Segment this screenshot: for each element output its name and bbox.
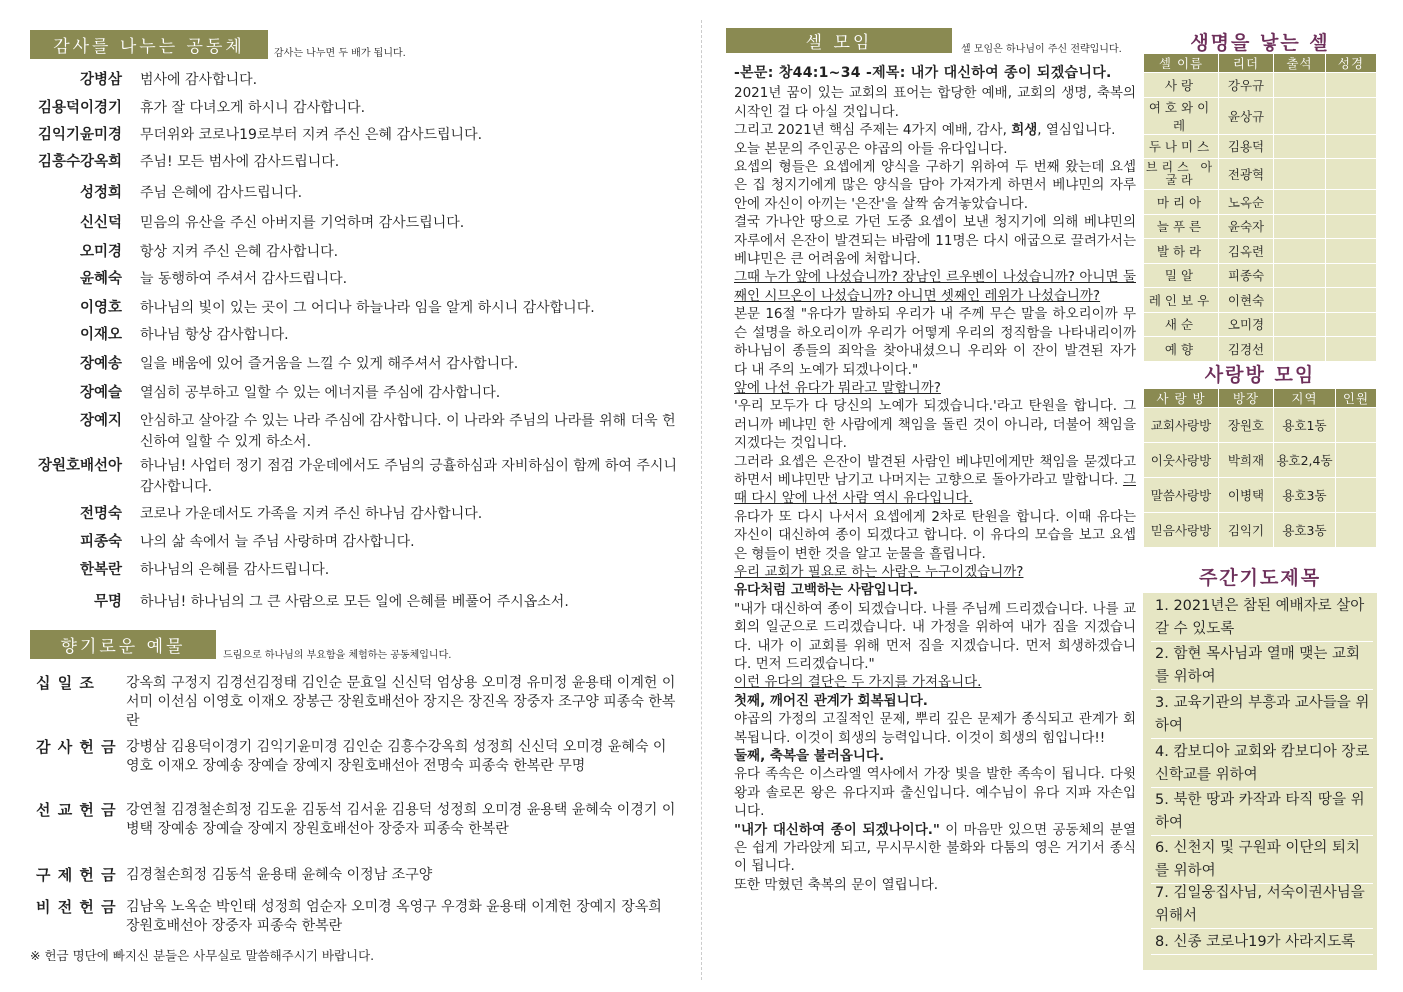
- prayer-item: 5. 북한 땅과 카작과 타직 땅을 위하여: [1151, 789, 1373, 836]
- cell-attendance: [1274, 263, 1326, 288]
- offering-names: 강병삼 김용덕이경기 김익기윤미경 김인순 김흥수강옥희 성정희 신신덕 오미경 윤혜숙 이영호 이재오 장예송 장예슬 장예지 장원호배선아 전명숙 피종숙 한복란 무명: [126, 739, 667, 774]
- room-count: [1336, 513, 1377, 548]
- rooms-title: 사랑방 모임: [1204, 364, 1316, 386]
- rooms-header-count: 인원: [1336, 389, 1377, 408]
- rooms-header-leader: 방장: [1219, 389, 1274, 408]
- thanks-row: [30, 98, 680, 119]
- thanks-name: 한복란: [79, 562, 122, 578]
- sermon-question: 앞에 나선 유다가 뭐라고 말합니까?: [734, 379, 941, 396]
- prayer-list: [1143, 593, 1377, 970]
- thanks-name: 강병삼: [79, 72, 122, 88]
- cell-name: 두나미스: [1144, 134, 1219, 159]
- offering-label: 선 교 헌 금: [36, 801, 117, 819]
- room-area: 용호1동: [1274, 408, 1336, 443]
- sermon-paragraph: '우리 모두가 다 당신의 노예가 되겠습니다.'라고 탄원을 합니다. 그러니까 베냐민 한 사람에게 책임을 돌린 것이 아니라, 더불어 책임을 지겠다는 것입니다.: [734, 398, 1136, 452]
- cells-header-attendance: 출석: [1274, 54, 1326, 73]
- sermon-text-run: , 열심입니다.: [1037, 122, 1116, 139]
- sermon-paragraph: 본문 16절 "유다가 말하되 우리가 내 주께 무슨 말을 하오리이까 무슨 설명을 하오리이까 우리가 어떻게 우리의 정직함을 나타내리이까 하나님이 종들의 죄악을 찾아내셨으니 우리와 이 잔이 발견된 자가 다 내 주의 노예가 되겠나이다.": [734, 306, 1136, 378]
- cell-bible: [1326, 190, 1377, 215]
- sermon-paragraph: [734, 121, 1136, 139]
- thanks-message: 항상 지켜 주신 은혜 감사합니다.: [140, 244, 339, 260]
- thanks-message: 하나님! 사업터 정기 점검 가운데에서도 주님의 긍휼하심과 자비하심이 함께 하여 주시니 감사합니다.: [140, 458, 677, 495]
- cell-attendance: [1274, 239, 1326, 264]
- cell-attendance: [1274, 73, 1326, 98]
- cells-table: [1143, 53, 1377, 362]
- cell-attendance: [1274, 312, 1326, 337]
- cell-name: 브리스 아굴라: [1144, 159, 1219, 190]
- sermon-text: [734, 64, 1136, 894]
- rooms-table: [1143, 388, 1377, 548]
- thanks-name: 성정희: [79, 185, 122, 201]
- thanks-message: 나의 삶 속에서 늘 주님 사랑하며 감사합니다.: [140, 534, 415, 550]
- offering-names: 김경철손희정 김동석 윤용태 윤혜숙 이정남 조구양: [126, 867, 433, 883]
- thanks-row: [30, 560, 680, 581]
- thanks-message: 범사에 감사합니다.: [140, 72, 258, 88]
- room-leader: 장원호: [1219, 408, 1274, 443]
- offering-names: 강옥희 구정지 김경선김정태 김인순 문효일 신신덕 엄상용 오미경 유미정 윤용태 이계헌 이서미 이선심 이영호 이재오 장봉근 장원호배선아 장지은 장진옥 장중자 조구양 피종숙 한복란: [126, 675, 676, 729]
- page-divider: [701, 20, 702, 980]
- thanks-row: [30, 532, 680, 553]
- rooms-header-area: 지역: [1274, 389, 1336, 408]
- thanks-title: 감사를 나누는 공동체: [30, 30, 268, 59]
- cells-row: [1144, 263, 1377, 288]
- thanks-name: 김용덕이경기: [37, 100, 122, 116]
- prayer-item: 3. 교육기관의 부흥과 교사들을 위하여: [1151, 692, 1373, 739]
- sermon-question: 그때 누가 앞에 나섰습니까? 장남인 르우벤이 나섰습니까? 아니면 둘째인 시므온이 나섰습니까? 아니면 셋째인 레위가 나섰습니까?: [734, 269, 1136, 304]
- cell-bible: [1326, 214, 1377, 239]
- cell-leader: 강우규: [1219, 73, 1274, 98]
- prayer-item: 1. 2021년은 참된 예배자로 살아갈 수 있도록: [1151, 595, 1373, 642]
- offering-title: 향기로운 예물: [30, 630, 216, 659]
- cell-name: 사랑: [1144, 73, 1219, 98]
- thanks-message: 하나님 항상 감사합니다.: [140, 327, 289, 343]
- offering-subtitle: 드림으로 하나님의 부요함을 체험하는 공동체입니다.: [223, 650, 452, 661]
- cells-row: [1144, 190, 1377, 215]
- thanks-name: 신신덕: [79, 215, 122, 231]
- cell-bible: [1326, 239, 1377, 264]
- sermon-question: 우리 교회가 필요로 하는 사람은 누구이겠습니까?: [734, 563, 1024, 580]
- room-name: 교회사랑방: [1144, 408, 1219, 443]
- cell-title: 셀 모임: [726, 28, 952, 53]
- thanks-row: [30, 152, 680, 173]
- room-count: [1336, 408, 1377, 443]
- thanks-name: 이영호: [79, 300, 122, 316]
- cell-bible: [1326, 134, 1377, 159]
- offering-label: 구 제 헌 금: [36, 866, 117, 884]
- thanks-message: 주님! 모든 범사에 감사드립니다.: [140, 154, 340, 170]
- rooms-row: [1144, 513, 1377, 548]
- room-count: [1336, 478, 1377, 513]
- cells-row: [1144, 134, 1377, 159]
- cell-attendance: [1274, 134, 1326, 159]
- thanks-message: 일을 배움에 있어 즐거움을 느낄 수 있게 해주셔서 감사합니다.: [140, 356, 519, 372]
- offering-label: 감 사 헌 금: [36, 738, 117, 756]
- thanks-name: 피종숙: [79, 534, 122, 550]
- thanks-row: [30, 456, 680, 498]
- cell-attendance: [1274, 159, 1326, 190]
- cell-bible: [1326, 263, 1377, 288]
- thanks-message: 하나님의 빛이 있는 곳이 그 어디나 하늘나라 임을 알게 하시니 감사합니다.: [140, 300, 595, 316]
- thanks-message: 코로나 가운데서도 가족을 지켜 주신 하나님 감사합니다.: [140, 506, 483, 522]
- thanks-message: 믿음의 유산을 주신 아버지를 기억하며 감사드립니다.: [140, 215, 465, 231]
- thanks-row: [30, 213, 680, 234]
- cell-attendance: [1274, 337, 1326, 362]
- cell-bible: [1326, 159, 1377, 190]
- cell-leader: 전광혁: [1219, 159, 1274, 190]
- cell-leader: 윤상규: [1219, 97, 1274, 134]
- sermon-paragraph: 유다 족속은 이스라엘 역사에서 가장 빛을 발한 족속이 됩니다. 다윗 왕과 솔로몬 왕은 유다지파 출신입니다. 예수님이 유다 지파 자손입니다.: [734, 766, 1136, 820]
- cell-name: 새순: [1144, 312, 1219, 337]
- thanks-message: 안심하고 살아갈 수 있는 나라 주심에 감사합니다. 이 나라와 주님의 나라를 위해 더욱 헌신하여 일할 수 있게 하소서.: [140, 413, 676, 450]
- cells-header-leader: 리더: [1219, 54, 1274, 73]
- cells-title: 생명을 낳는 셀: [1190, 32, 1330, 54]
- thanks-row: [30, 411, 680, 453]
- cell-attendance: [1274, 97, 1326, 134]
- cell-name: 밀알: [1144, 263, 1219, 288]
- thanks-name: 무명: [93, 594, 122, 610]
- cells-row: [1144, 312, 1377, 337]
- thanks-message: 휴가 잘 다녀오게 하시니 감사합니다.: [140, 100, 366, 116]
- thanks-name: 김흥수강옥희: [37, 154, 122, 170]
- sermon-emphasis: "내가 대신하여 종이 되겠나이다.": [734, 821, 940, 838]
- thanks-subtitle: 감사는 나누면 두 배가 됩니다.: [274, 48, 406, 59]
- thanks-message: 무더위와 코로나19로부터 지켜 주신 은혜 감사드립니다.: [140, 127, 483, 143]
- sermon-subheading: 유다처럼 고백하는 사람입니다.: [734, 582, 919, 599]
- rooms-row: [1144, 408, 1377, 443]
- thanks-name: 전명숙: [79, 506, 122, 522]
- thanks-name: 장예지: [79, 413, 122, 429]
- sermon-paragraph: [734, 821, 1136, 876]
- offering-names: 강연철 김경철손희정 김도윤 김동석 김서윤 김용덕 성정희 오미경 윤용택 윤혜숙 이경기 이병택 장예송 장예슬 장예지 장원호배선아 장중자 피종숙 한복란: [126, 802, 676, 837]
- cell-attendance: [1274, 214, 1326, 239]
- sermon-paragraph: 오늘 본문의 주인공은 야곱의 아들 유다입니다.: [734, 140, 1008, 157]
- room-count: [1336, 443, 1377, 478]
- cells-row: [1144, 239, 1377, 264]
- cells-row: [1144, 159, 1377, 190]
- sermon-emphasis: 희생: [1011, 122, 1038, 139]
- cell-attendance: [1274, 288, 1326, 313]
- sermon-text-run: 그러라 요셉은 은잔이 발견된 사람인 베냐민에게만 책임을 묻겠다고 하면서 베냐민만 남기고 나머지는 고향으로 돌아가라고 말합니다.: [734, 453, 1136, 488]
- cell-bible: [1326, 288, 1377, 313]
- cell-bible: [1326, 97, 1377, 134]
- thanks-name: 장예송: [79, 356, 122, 372]
- cell-leader: 피종숙: [1219, 263, 1274, 288]
- cell-leader: 노옥순: [1219, 190, 1274, 215]
- room-area: 용호3동: [1274, 478, 1336, 513]
- prayer-item: 7. 김일웅집사님, 서숙이권사님을 위해서: [1151, 882, 1373, 929]
- sermon-heading: -본문: 창44:1~34 -제목: 내가 대신하여 종이 되겠습니다.: [734, 65, 1112, 81]
- thanks-row: [30, 269, 680, 290]
- offering-label: 십 일 조: [36, 674, 95, 692]
- cell-leader: 김옥련: [1219, 239, 1274, 264]
- offering-row: [36, 898, 676, 936]
- thanks-message: 열심히 공부하고 일할 수 있는 에너지를 주심에 감사합니다.: [140, 385, 501, 401]
- cell-name: 늘푸른: [1144, 214, 1219, 239]
- thanks-message: 하나님! 하나님의 그 큰 사람으로 모든 일에 은혜를 베풀어 주시옵소서.: [140, 594, 569, 610]
- thanks-row: [30, 242, 680, 263]
- thanks-row: [30, 504, 680, 525]
- cells-header-bible: 성경: [1326, 54, 1377, 73]
- sermon-underline: 그때 다시 앞에 나선 사람 역시 유다입니다.: [734, 471, 1136, 507]
- cells-row: [1144, 214, 1377, 239]
- offering-row: [36, 801, 676, 839]
- sermon-subheading: 둘째, 축복을 불러옵니다.: [734, 748, 885, 765]
- thanks-name: 오미경: [79, 244, 122, 260]
- cell-leader: 오미경: [1219, 312, 1274, 337]
- rooms-header-name: 사 랑 방: [1144, 389, 1219, 408]
- sermon-paragraph: 유다가 또 다시 나서서 요셉에게 2차로 탄원을 합니다. 이때 유다는 자신이 대신하여 종이 되겠다고 합니다. 이 유다의 모습을 보고 요셉은 형들이 변한 것을 알고 눈물을 흘립니다.: [734, 508, 1136, 562]
- cell-leader: 이현숙: [1219, 288, 1274, 313]
- cell-bible: [1326, 73, 1377, 98]
- thanks-row: [30, 592, 680, 613]
- room-leader: 박희재: [1219, 443, 1274, 478]
- offering-row: [36, 738, 676, 776]
- cells-row: [1144, 288, 1377, 313]
- prayer-title: 주간기도제목: [1198, 567, 1322, 589]
- offering-row: [36, 674, 676, 731]
- cell-name: 마리아: [1144, 190, 1219, 215]
- cell-leader: 김용덕: [1219, 134, 1274, 159]
- thanks-name: 김익기윤미경: [37, 127, 122, 143]
- offering-row: [36, 866, 676, 885]
- prayer-item: 8. 신종 코로나19가 사라지도록: [1151, 931, 1373, 955]
- room-name: 말씀사랑방: [1144, 478, 1219, 513]
- cell-subtitle: 셀 모임은 하나님이 주신 전략입니다.: [961, 44, 1122, 55]
- cell-name: 예향: [1144, 337, 1219, 362]
- sermon-paragraph: "내가 대신하여 종이 되겠습니다. 나를 주님께 드리겠습니다. 나를 교회의 일군으로 드리겠습니다. 내 가정을 위하여 내가 짐을 지겠습니다. 내가 이 교회를 위해 먼저 짐을 지겠습니다. 먼저 희생하겠습니다. 먼저 드리겠습니다.": [734, 600, 1136, 672]
- room-leader: 김익기: [1219, 513, 1274, 548]
- sermon-paragraph: 요셉의 형들은 요셉에게 양식을 구하기 위하여 두 번째 왔는데 요셉은 집 청지기에게 많은 양식을 담아 가져가게 하면서 베냐민의 자루 안에 자신이 아끼는 '은잔'을 살짝 숨겨놓았습니다.: [734, 159, 1136, 212]
- room-area: 용호2,4동: [1274, 443, 1336, 478]
- offering-names: 김남옥 노옥순 박인태 성정희 엄순자 오미경 옥영구 우경화 윤용태 이계헌 장예지 장옥희 장원호배선아 장중자 피종숙 한복란: [126, 899, 662, 934]
- cell-name: 발하라: [1144, 239, 1219, 264]
- sermon-paragraph: 2021년 꿈이 있는 교회의 표어는 합당한 예배, 교회의 생명, 축복의 시작인 걸 다 아실 것입니다.: [734, 85, 1136, 120]
- prayer-item: 4. 캄보디아 교회와 캄보디아 장로신학교를 위하여: [1151, 741, 1373, 788]
- thanks-message: 하나님의 은혜를 감사드립니다.: [140, 562, 330, 578]
- sermon-text-run: 그리고 2021년 핵심 주제는 4가지 예배, 감사,: [734, 122, 1012, 139]
- sermon-paragraph: 야곱의 가정의 고질적인 문제, 뿌리 깊은 문제가 종식되고 관계가 회복됩니다. 이것이 희생의 능력입니다. 이것이 희생의 힘입니다!!: [734, 711, 1136, 746]
- cells-row: [1144, 97, 1377, 134]
- sermon-text-run: 이 마음만 있으면 공동체의 분열은 쉽게 가라앉게 되고, 무시무시한 불화와 다툼의 영은 거기서 종식이 됩니다.: [734, 821, 1137, 875]
- cell-attendance: [1274, 190, 1326, 215]
- thanks-row: [30, 70, 680, 91]
- cell-leader: 윤숙자: [1219, 214, 1274, 239]
- room-name: 믿음사랑방: [1144, 513, 1219, 548]
- thanks-row: [30, 125, 680, 146]
- thanks-row: [30, 354, 680, 375]
- sermon-subheading: 첫째, 깨어진 관계가 회복됩니다.: [734, 692, 928, 709]
- cell-name: 레인보우: [1144, 288, 1219, 313]
- thanks-row: [30, 183, 680, 204]
- thanks-name: 장예슬: [79, 385, 122, 401]
- cell-bible: [1326, 337, 1377, 362]
- offering-footnote: ※ 헌금 명단에 빠지신 분들은 사무실로 말씀해주시기 바랍니다.: [30, 948, 375, 963]
- prayer-item: 6. 신천지 및 구원파 이단의 퇴치를 위하여: [1151, 837, 1373, 884]
- thanks-name: 장원호배선아: [37, 458, 122, 474]
- cells-header-name: 셀 이름: [1144, 54, 1219, 73]
- cell-bible: [1326, 312, 1377, 337]
- sermon-paragraph: 또한 막혔던 축복의 문이 열립니다.: [734, 876, 939, 893]
- thanks-row: [30, 383, 680, 404]
- room-name: 이웃사랑방: [1144, 443, 1219, 478]
- prayer-item: 2. 함현 목사님과 열매 맺는 교회를 위하여: [1151, 643, 1373, 690]
- cells-row: [1144, 73, 1377, 98]
- sermon-question: 이런 유다의 결단은 두 가지를 가져옵니다.: [734, 674, 982, 691]
- room-leader: 이병택: [1219, 478, 1274, 513]
- thanks-row: [30, 298, 680, 319]
- rooms-row: [1144, 443, 1377, 478]
- room-area: 용호3동: [1274, 513, 1336, 548]
- thanks-name: 이재오: [79, 327, 122, 343]
- rooms-row: [1144, 478, 1377, 513]
- thanks-name: 윤혜숙: [79, 271, 122, 287]
- thanks-message: 늘 동행하여 주셔서 감사드립니다.: [140, 271, 348, 287]
- sermon-paragraph: 결국 가나안 땅으로 가던 도중 요셉이 보낸 청지기에 의해 베냐민의 자루에서 은잔이 발견되는 바람에 11명은 다시 애굽으로 끌려가서는 베냐민은 큰 어려움에 처합니다.: [734, 214, 1136, 268]
- thanks-row: [30, 325, 680, 346]
- cell-name: 여호와이레: [1144, 97, 1219, 134]
- offering-label: 비 전 헌 금: [36, 898, 117, 916]
- cells-row: [1144, 337, 1377, 362]
- thanks-message: 주님 은혜에 감사드립니다.: [140, 185, 303, 201]
- sermon-paragraph: [734, 453, 1136, 508]
- cell-leader: 김경선: [1219, 337, 1274, 362]
